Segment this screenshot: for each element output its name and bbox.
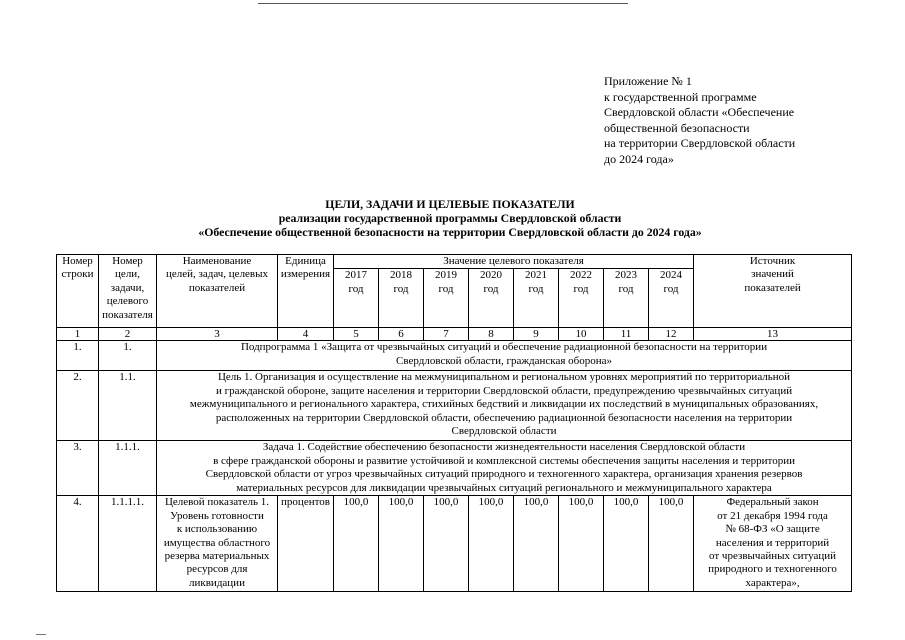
scan-edge-mark [36, 634, 46, 635]
document-title [150, 197, 750, 239]
header-year: 2023 год [604, 269, 649, 328]
appendix-line: общественной безопасности [604, 120, 750, 135]
column-number: 1 [57, 328, 99, 341]
header-year: 2021 год [514, 269, 559, 328]
column-number: 10 [559, 328, 604, 341]
goal-number: 1.1.1. [99, 441, 157, 496]
row-number: 1. [57, 341, 99, 371]
header-source: Источник значений показателей [694, 255, 852, 328]
indicator-value: 100,0 [649, 496, 694, 592]
table-row-subprogram [57, 341, 852, 371]
subprogram-text: Подпрограмма 1 «Защита от чрезвычайных ситуаций и обеспечение радиационной безопасности на территории Свердловской области, гражданская оборона» [157, 341, 852, 371]
appendix-note [604, 74, 864, 168]
goal-number: 1.1.1.1. [99, 496, 157, 592]
column-number: 8 [469, 328, 514, 341]
column-number: 13 [694, 328, 852, 341]
top-edge-line [258, 3, 628, 4]
column-number: 6 [379, 328, 424, 341]
row-number: 3. [57, 441, 99, 496]
header-year: 2018 год [379, 269, 424, 328]
column-number: 7 [424, 328, 469, 341]
header-year: 2024 год [649, 269, 694, 328]
indicator-value: 100,0 [424, 496, 469, 592]
table-row-goal [57, 371, 852, 441]
row-number: 4. [57, 496, 99, 592]
goals-indicators-table [56, 254, 852, 592]
appendix-line: на территории Свердловской области [604, 136, 796, 151]
column-number: 2 [99, 328, 157, 341]
goal-number: 1.1. [99, 371, 157, 441]
indicator-source: Федеральный закон от 21 декабря 1994 года № 68-ФЗ «О защите населения и территорий от чрезвычайных ситуаций природного и техногенного характера», [694, 496, 852, 592]
title-line-3: «Обеспечение общественной безопасности на территории Свердловской области до 2024 года» [198, 225, 702, 239]
indicator-unit: процентов [278, 496, 334, 592]
title-line-1: ЦЕЛИ, ЗАДАЧИ И ЦЕЛЕВЫЕ ПОКАЗАТЕЛИ [325, 197, 575, 211]
column-number: 4 [278, 328, 334, 341]
task-text: Задача 1. Содействие обеспечению безопасности жизнедеятельности населения Свердловской области в сфере гражданской обороны и развитие устойчивой и комплексной системы обеспечения защиты населения и территории Свердловской области от угроз чрезвычайных ситуаций природного и техногенного характера, организация хранения резервов материальных ресурсов для ликвидации чрезвычайных ситуаций регионального и межмуниципального характера [157, 441, 852, 496]
table-row-task [57, 441, 852, 496]
column-number: 3 [157, 328, 278, 341]
header-year: 2020 год [469, 269, 514, 328]
header-year: 2022 год [559, 269, 604, 328]
header-year: 2017 год [334, 269, 379, 328]
goal-text: Цель 1. Организация и осуществление на межмуниципальном и региональном уровнях мероприятий по территориальной и гражданской обороне, защите населения и территории Свердловской области, предупреждению чрезвычайных ситуаций межмуниципального и регионального характера, стихийных бедствий и ликвидации их последствий в муниципальных образованиях, расположенных на территории Свердловской области, обеспечению радиационной безопасности населения на территории Свердловской области [157, 371, 852, 441]
indicator-value: 100,0 [334, 496, 379, 592]
header-value-group: Значение целевого показателя [334, 255, 694, 269]
column-number: 5 [334, 328, 379, 341]
column-number: 9 [514, 328, 559, 341]
header-year: 2019 год [424, 269, 469, 328]
indicator-value: 100,0 [604, 496, 649, 592]
appendix-line: к государственной программе [604, 89, 757, 104]
header-name: Наименование целей, задач, целевых показателей [157, 255, 278, 328]
column-numbers-row [57, 328, 852, 341]
header-goal-number: Номер цели, задачи, целевого показателя [99, 255, 157, 328]
appendix-line: Приложение № 1 [604, 74, 692, 88]
header-row-number: Номер строки [57, 255, 99, 328]
column-number: 12 [649, 328, 694, 341]
header-row [57, 255, 852, 269]
row-number: 2. [57, 371, 99, 441]
title-line-2: реализации государственной программы Свердловской области [278, 211, 622, 225]
column-number: 11 [604, 328, 649, 341]
appendix-line: Свердловской области «Обеспечение [604, 105, 795, 120]
indicator-value: 100,0 [559, 496, 604, 592]
indicator-name: Целевой показатель 1. Уровень готовности к использованию имущества областного резерва материальных ресурсов для ликвидации [157, 496, 278, 592]
appendix-line: до 2024 года» [604, 151, 674, 166]
goal-number: 1. [99, 341, 157, 371]
header-unit: Единица измерения [278, 255, 334, 328]
table-row-indicator [57, 496, 852, 592]
indicator-value: 100,0 [514, 496, 559, 592]
indicator-value: 100,0 [379, 496, 424, 592]
indicator-value: 100,0 [469, 496, 514, 592]
